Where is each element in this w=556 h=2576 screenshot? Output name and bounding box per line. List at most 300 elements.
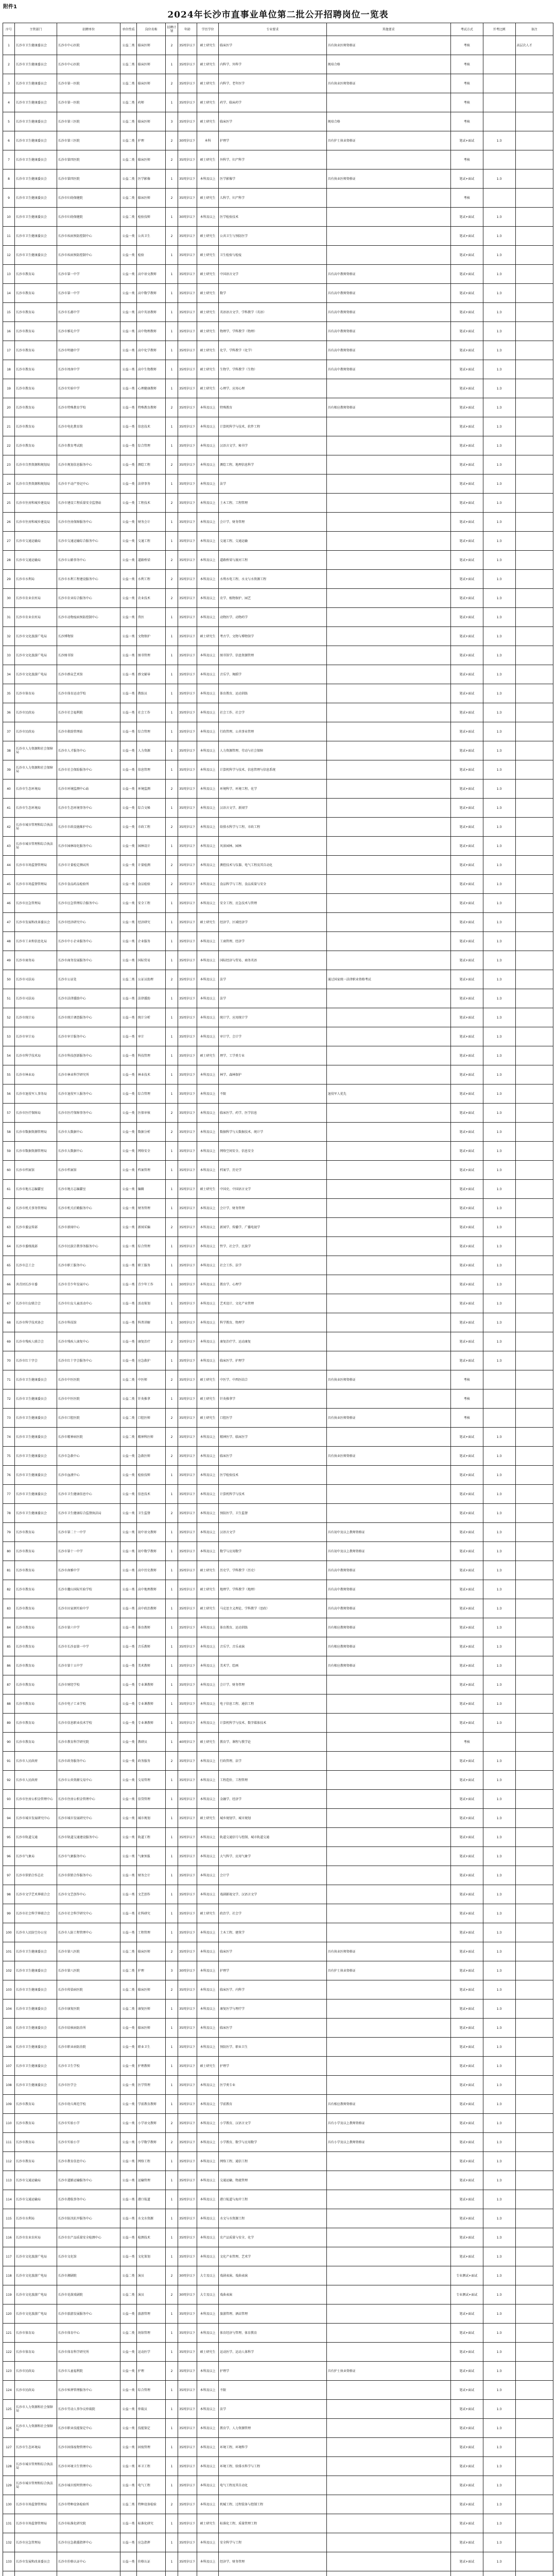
table-cell (515, 913, 553, 932)
table-cell: 1 (166, 436, 178, 455)
table-cell: 生物学、学科教学（生物） (219, 360, 327, 379)
table-cell: 笔试+面试 (450, 932, 483, 951)
table-cell: 农学、植物保护、园艺 (219, 589, 327, 608)
table-cell: 35周岁以下 (178, 837, 197, 856)
table-cell: 公益一类 (120, 379, 136, 398)
table-cell: 退役军人优先 (326, 1084, 450, 1104)
table-cell: 1 (166, 2152, 178, 2171)
table-cell: 小学语文教师 (136, 2114, 166, 2133)
table-cell: 1:3 (483, 1656, 515, 1675)
table-row (3, 1599, 553, 1618)
table-cell: 本科及以上 (197, 2152, 219, 2171)
table-cell: 公益一类 (120, 1561, 136, 1580)
table-cell (326, 227, 450, 246)
table-cell: 长沙市市场监督管理局 (15, 856, 57, 875)
table-cell: 1 (166, 665, 178, 684)
table-cell: 公益一类 (120, 1313, 136, 1332)
table-cell (326, 1256, 450, 1275)
table-cell (515, 665, 553, 684)
table-cell: 公益一类 (120, 1847, 136, 1866)
table-cell (515, 2324, 553, 2343)
table-cell: 1:3 (483, 1771, 515, 1790)
table-cell: 1 (166, 2400, 178, 2419)
table-cell: 23 (3, 455, 15, 474)
table-cell: 长沙市农产品质量安全检测中心 (57, 2228, 120, 2247)
table-cell: 音乐学、音乐表演 (219, 1637, 327, 1656)
table-cell (515, 2038, 553, 2057)
table-cell: 笔试+面试 (450, 646, 483, 665)
table-cell: 公益一类 (120, 360, 136, 379)
table-cell: 公益一类 (120, 2457, 136, 2476)
table-cell: 长沙市残疾人康复中心 (57, 1332, 120, 1351)
table-cell: 35周岁以下 (178, 665, 197, 684)
table-row (3, 741, 553, 760)
table-cell: 长沙市科技馆 (57, 1313, 120, 1332)
table-cell: 特种设备检验 (136, 2495, 166, 2514)
table-cell: 公益二类 (120, 2495, 136, 2514)
table-cell: 126 (3, 2419, 15, 2438)
table-cell: 长沙市发展和改革委员会 (15, 913, 57, 932)
table-cell (515, 722, 553, 741)
table-cell (326, 1752, 450, 1771)
table-cell (326, 417, 450, 436)
table-cell: 35周岁以下 (178, 875, 197, 894)
column-header: 备注 (515, 23, 553, 36)
table-cell: 笔试+面试 (450, 2228, 483, 2247)
table-cell (515, 2571, 553, 2576)
table-cell: 审计学、会计学 (219, 1027, 327, 1046)
table-cell: 笔试+面试 (450, 436, 483, 455)
table-cell: 笔试+面试 (450, 1980, 483, 1999)
table-cell: 笔试+面试 (450, 494, 483, 513)
table-row (3, 170, 553, 189)
table-cell: 长沙市卫生健康委员会 (15, 1428, 57, 1447)
table-cell: 长沙市城市管理和综合执法局 (15, 818, 57, 837)
table-cell: 公益一类 (120, 1599, 136, 1618)
table-cell: 长沙市大数据中心 (57, 1142, 120, 1161)
table-cell: 35周岁以下 (178, 417, 197, 436)
table-cell: 本科及以上 (197, 2209, 219, 2228)
table-cell: 108 (3, 2076, 15, 2095)
table-cell: 长沙市司法局 (15, 970, 57, 989)
table-cell: 35周岁以下 (178, 932, 197, 951)
table-cell: 1:3 (483, 1904, 515, 1923)
table-cell: 128 (3, 2457, 15, 2476)
table-cell: 2 (166, 1752, 178, 1771)
table-row (3, 551, 553, 570)
table-cell: 档案学、历史学 (219, 1161, 327, 1180)
table-cell: 长沙市特殊教育学校 (57, 398, 120, 417)
table-cell: 数学与应用数学 (219, 1542, 327, 1561)
table-cell (515, 2209, 553, 2228)
table-cell: 35周岁以下 (178, 1847, 197, 1866)
table-cell: 44 (3, 856, 15, 875)
table-cell: 长沙市第十一中学 (57, 1542, 120, 1561)
table-cell: 2 (166, 2362, 178, 2381)
table-cell: 硕士研究生 (197, 1561, 219, 1580)
table-row (3, 74, 553, 93)
table-cell (326, 627, 450, 646)
table-cell: 1 (166, 303, 178, 322)
table-cell: 长沙市委统战部 (15, 1237, 57, 1256)
table-cell (483, 55, 515, 74)
table-cell: 43 (3, 837, 15, 856)
table-cell: 公益一类 (120, 2095, 136, 2114)
table-cell: 35周岁以下 (178, 856, 197, 875)
table-cell: 硕士研究生 (197, 74, 219, 93)
table-row (3, 2495, 553, 2514)
table-cell: 道路桥梁 (136, 551, 166, 570)
table-cell: 35周岁以下 (178, 1409, 197, 1428)
table-cell: 30周岁以下 (178, 1275, 197, 1294)
table-cell: 长沙市计量检定测试所 (57, 856, 120, 875)
table-cell: 13 (3, 265, 15, 284)
table-cell (515, 760, 553, 779)
table-cell: 1 (166, 1637, 178, 1656)
table-cell: 90 (3, 1733, 15, 1752)
table-cell: 18 (3, 360, 15, 379)
table-cell (166, 2571, 178, 2576)
table-cell: 公益二类 (120, 170, 136, 189)
table-cell: 长沙市地方志编纂室 (15, 1180, 57, 1199)
table-cell (515, 1694, 553, 1714)
table-cell: 30周岁以下 (178, 2285, 197, 2304)
table-cell: 长沙市第三医院 (57, 112, 120, 131)
table-cell: 长沙市南雅中学 (57, 1561, 120, 1580)
table-cell: 环境科学、环境工程、化学 (219, 779, 327, 799)
table-cell: 本科及以上 (197, 1618, 219, 1637)
table-row (3, 1809, 553, 1828)
table-cell: 1 (166, 1714, 178, 1733)
table-cell: 本科及以上 (197, 513, 219, 532)
table-cell: 64 (3, 1237, 15, 1256)
table-cell: 2 (166, 551, 178, 570)
table-cell: 长沙市教育局 (15, 265, 57, 284)
table-cell: 长沙市城市管理和综合执法局 (15, 837, 57, 856)
table-cell: 长沙市实验小学 (57, 2114, 120, 2133)
table-cell: 1 (3, 36, 15, 55)
table-cell: 长沙市生态环境局 (15, 2438, 57, 2457)
table-cell: 1:3 (483, 474, 515, 494)
table-cell (326, 894, 450, 913)
table-cell: 本科及以上 (197, 1351, 219, 1370)
table-cell: 演员 (136, 2266, 166, 2285)
table-cell: 具有执业医师资格证 (326, 1447, 450, 1466)
table-cell: 1:3 (483, 1428, 515, 1447)
table-cell (515, 1675, 553, 1694)
table-cell: 本科及以上 (197, 2476, 219, 2495)
table-cell: 网络工程 (136, 2152, 166, 2171)
table-row (3, 1885, 553, 1904)
table-cell (515, 1561, 553, 1580)
table-cell: 考核 (450, 1370, 483, 1389)
table-cell: 长沙市实验小学 (57, 2133, 120, 2152)
table-row (3, 2228, 553, 2247)
table-cell: 长沙市第八医院 (57, 1942, 120, 1961)
table-cell: 临床医学、护理学 (219, 1351, 327, 1370)
table-cell: 长沙市卫生健康委员会 (15, 1999, 57, 2019)
table-cell (515, 1008, 553, 1027)
table-cell: 2 (166, 1980, 178, 1999)
table-cell (326, 1046, 450, 1065)
table-cell: 环境工程、给排水科学与工程 (219, 2457, 327, 2476)
table-cell (515, 1104, 553, 1123)
table-cell: 35周岁以下 (178, 150, 197, 170)
table-cell: 体育教师 (136, 1618, 166, 1637)
table-cell: 长沙市财经学校 (57, 1675, 120, 1694)
table-cell: 129 (3, 2476, 15, 2495)
table-cell: 长沙市第四医院 (57, 150, 120, 170)
table-cell: 笔试+面试 (450, 665, 483, 684)
table-cell: 本科及以上 (197, 703, 219, 722)
table-cell: 35周岁以下 (178, 170, 197, 189)
table-cell: 公益一类 (120, 856, 136, 875)
table-cell: 1:3 (483, 1351, 515, 1370)
table-cell: 30周岁以下 (178, 208, 197, 227)
table-row (3, 608, 553, 627)
table-row (3, 1923, 553, 1942)
table-row (3, 2304, 553, 2324)
table-cell: 笔试+面试 (450, 608, 483, 627)
table-cell: 35周岁以下 (178, 1866, 197, 1885)
table-cell: 长沙市体育局 (15, 2343, 57, 2362)
table-row (3, 646, 553, 665)
table-cell: 临床医师 (136, 189, 166, 208)
table-cell: 法律事务 (136, 474, 166, 494)
table-cell: 本科及以上 (197, 1313, 219, 1332)
table-cell: 1 (166, 989, 178, 1008)
table-cell: 轨道工程 (136, 1828, 166, 1847)
table-cell: 场馆管理 (136, 2324, 166, 2343)
table-cell: 83 (3, 1599, 15, 1618)
table-cell: 本科及以上 (197, 2533, 219, 2552)
table-cell: 35周岁以下 (178, 189, 197, 208)
table-cell (515, 703, 553, 722)
table-cell: 笔试+面试 (450, 989, 483, 1008)
table-cell (326, 2304, 450, 2324)
table-cell: 公益一类 (120, 1084, 136, 1104)
table-cell: 1:3 (483, 741, 515, 760)
table-cell: 长沙市科技创新服务中心 (57, 1046, 120, 1065)
table-cell (326, 2514, 450, 2533)
table-cell: 具有高中教师资格证 (326, 341, 450, 360)
table-cell: 公益一类 (120, 1237, 136, 1256)
table-cell: 15 (3, 303, 15, 322)
table-cell: 小学数学教师 (136, 2133, 166, 2152)
table-cell: 1 (166, 1828, 178, 1847)
table-cell: 公益一类 (120, 284, 136, 303)
table-cell: 公益一类 (120, 703, 136, 722)
table-cell: 具有执业医师资格证 (326, 36, 450, 55)
table-cell: 笔试+面试 (450, 1485, 483, 1504)
table-cell: 长沙市教育局 (15, 360, 57, 379)
table-cell: 1 (166, 2247, 178, 2266)
table-cell: 105 (3, 2019, 15, 2038)
table-cell: 1:3 (483, 837, 515, 856)
table-cell (515, 2533, 553, 2552)
table-cell: 长沙市水利工程建设服务中心 (57, 570, 120, 589)
table-cell (326, 2190, 450, 2209)
table-cell: 本科及以上 (197, 2400, 219, 2419)
table-cell (515, 570, 553, 589)
positions-table (3, 23, 553, 2576)
table-cell: 35周岁以下 (178, 2476, 197, 2495)
table-cell: 编辑 (136, 1180, 166, 1199)
table-row (3, 2266, 553, 2285)
table-cell: 信息技术 (136, 1485, 166, 1504)
table-cell: 水文水资源 (136, 2209, 166, 2228)
table-cell (515, 1161, 553, 1180)
table-row (3, 36, 553, 55)
table-cell: 1 (166, 741, 178, 760)
table-cell: 公益一类 (120, 1904, 136, 1923)
column-header: 岗位名称 (136, 23, 166, 36)
table-cell: 1:3 (483, 760, 515, 779)
table-cell: 公益一类 (120, 1523, 136, 1542)
table-cell: 笔试+面试 (450, 265, 483, 284)
table-cell: 笔试+面试 (450, 1714, 483, 1733)
table-cell: 本科及以上 (197, 932, 219, 951)
table-cell: 35周岁以下 (178, 265, 197, 284)
table-cell: 35周岁以下 (178, 2171, 197, 2190)
table-cell: 公益一类 (120, 1218, 136, 1237)
table-cell: 长沙市教育局 (15, 417, 57, 436)
table-cell: 公益一类 (120, 2533, 136, 2552)
table-cell: 1 (166, 2381, 178, 2400)
table-cell (515, 1866, 553, 1885)
table-cell: 35周岁以下 (178, 1561, 197, 1580)
table-cell: 28 (3, 551, 15, 570)
table-row (3, 1332, 553, 1351)
table-cell: 78 (3, 1504, 15, 1523)
table-cell: 长沙市疾病预防控制中心 (57, 227, 120, 246)
table-cell: 1 (166, 1180, 178, 1199)
table-cell: 园林设计 (136, 837, 166, 856)
table-cell: 1:3 (483, 1065, 515, 1084)
table-cell (515, 1771, 553, 1790)
table-cell: 信息技术 (136, 417, 166, 436)
table-cell (483, 1370, 515, 1389)
table-cell: 1 (166, 170, 178, 189)
table-cell: 汉语言文学 (219, 1523, 327, 1542)
table-cell: 长沙市住房和城乡建设局 (15, 513, 57, 532)
table-cell: 35周岁以下 (178, 1714, 197, 1733)
table-cell (515, 208, 553, 227)
table-cell (515, 150, 553, 170)
table-cell: 体育教育、运动训练 (219, 684, 327, 703)
table-row (3, 1294, 553, 1313)
table-cell: 长沙市教育局 (15, 1542, 57, 1561)
table-cell: 考核 (450, 36, 483, 55)
table-cell: 长沙市交通运输局 (15, 2171, 57, 2190)
table-cell: 文物保护 (136, 627, 166, 646)
table-cell: 笔试+面试 (450, 2095, 483, 2114)
table-cell: 港口航道与海岸工程 (219, 2190, 327, 2209)
table-cell: 会计学、财务管理 (219, 1199, 327, 1218)
table-cell: 演员 (136, 2285, 166, 2304)
table-cell: 笔试+面试 (450, 1218, 483, 1237)
table-cell (515, 1790, 553, 1809)
table-cell: 笔试+面试 (450, 856, 483, 875)
table-cell (326, 1675, 450, 1694)
table-row (3, 1961, 553, 1980)
table-cell: 公益一类 (120, 2209, 136, 2228)
table-cell: 35周岁以下 (178, 760, 197, 779)
table-cell: 公益一类 (120, 837, 136, 856)
table-cell: 笔试+面试 (450, 474, 483, 494)
table-cell: 34 (3, 665, 15, 684)
table-cell: 1 (166, 246, 178, 265)
table-row (3, 2552, 553, 2571)
table-cell (515, 322, 553, 341)
table-cell: 35周岁以下 (178, 2400, 197, 2419)
table-cell: 1:3 (483, 2076, 515, 2095)
table-cell: 长沙市应急管理综合服务中心 (57, 894, 120, 913)
table-cell: 笔试+面试 (450, 2114, 483, 2133)
table-cell: 1 (166, 722, 178, 741)
table-cell: 79 (3, 1523, 15, 1542)
table-cell: 运动医学、运动人体科学 (219, 2343, 327, 2362)
table-row (3, 2400, 553, 2419)
table-cell: 长沙市卫生健康委员会 (15, 112, 57, 131)
table-cell: 81 (3, 1561, 15, 1580)
table-cell: 社会工作、社会学 (219, 703, 327, 722)
table-cell: 长沙市卫生健康委员会 (15, 170, 57, 189)
table-cell (326, 875, 450, 894)
table-cell: 95 (3, 1828, 15, 1847)
table-row (3, 2247, 553, 2266)
table-cell: 长沙市社会保险服务中心 (57, 760, 120, 779)
table-cell (515, 2019, 553, 2038)
table-cell (515, 74, 553, 93)
table-cell: 长沙市退役军人服务中心 (57, 1084, 120, 1104)
table-cell: 67 (3, 1294, 15, 1313)
table-cell: 32 (3, 627, 15, 646)
table-cell (483, 36, 515, 55)
table-row (3, 360, 553, 379)
table-cell (326, 1790, 450, 1809)
table-cell: 长沙市教育局 (15, 1580, 57, 1599)
table-row (3, 2190, 553, 2209)
table-cell: 本科及以上 (197, 2304, 219, 2324)
table-cell (483, 1733, 515, 1752)
table-cell: 高中生物教师 (136, 360, 166, 379)
table-cell: 具有初中及以上教师资格证 (326, 1523, 450, 1542)
table-cell (326, 1161, 450, 1180)
table-cell: 公益一类 (120, 1485, 136, 1504)
column-header: 年龄 (178, 23, 197, 36)
table-cell: 35周岁以下 (178, 2457, 197, 2476)
table-cell: 35周岁以下 (178, 1046, 197, 1065)
table-cell: 公益二类 (120, 189, 136, 208)
table-cell: 职业卫生 (136, 2038, 166, 2057)
table-cell: 城市规划 (136, 1809, 166, 1828)
table-cell: 财务管理 (136, 1199, 166, 1218)
table-cell: 笔试+面试 (450, 1180, 483, 1199)
table-cell: 职工服务 (136, 1256, 166, 1275)
table-row (3, 93, 553, 112)
table-cell: 84 (3, 1618, 15, 1637)
table-cell: 硕士研究生 (197, 227, 219, 246)
table-cell: 本科及以上 (197, 2381, 219, 2400)
table-cell: 1 (166, 1847, 178, 1866)
table-cell: 长沙市卫生健康委员会 (15, 131, 57, 150)
table-cell: 35周岁以下 (178, 970, 197, 989)
table-cell: 护理学 (219, 2057, 327, 2076)
table-cell (515, 93, 553, 112)
table-cell: 长沙市道路运输服务中心 (57, 2171, 120, 2190)
table-cell: 1:3 (483, 1561, 515, 1580)
